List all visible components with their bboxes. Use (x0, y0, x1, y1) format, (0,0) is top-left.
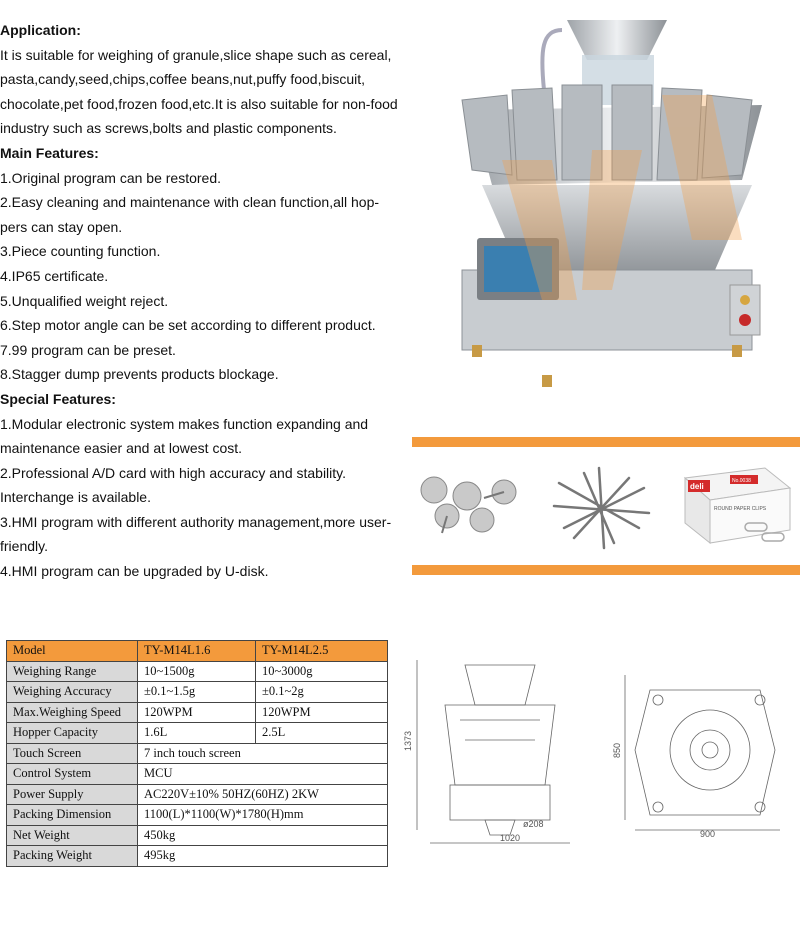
description-line: 6.Step motor angle can be set according to different product. (0, 317, 376, 334)
description-line: chocolate,pet food,frozen food,etc.It is also suitable for non-food (0, 95, 398, 112)
description-line: 3.Piece counting function. (0, 243, 161, 260)
description-line: maintenance easier and at lowest cost. (0, 440, 243, 457)
description-line: 1.Modular electronic system makes function expanding and (0, 415, 369, 432)
table-label-cell: Net Weight (7, 825, 138, 846)
table-cell: 1.6L (138, 723, 256, 744)
table-cell: 2.5L (256, 723, 388, 744)
orange-divider-bottom (412, 565, 800, 575)
table-label-cell: Touch Screen (7, 743, 138, 764)
table-row (7, 846, 388, 867)
description-line: friendly. (0, 538, 48, 555)
description-line: 4.HMI program can be upgraded by U-disk. (0, 563, 269, 580)
table-row (7, 702, 388, 723)
top-view-drawing (600, 625, 800, 855)
description-line: 1.Original program can be restored. (0, 169, 221, 186)
table-cell: TY-M14L1.6 (138, 641, 256, 662)
description-line: 3.HMI program with different authority management,more user- (0, 513, 392, 530)
table-label-cell: Model (7, 641, 138, 662)
top-width-dim: 900 (700, 829, 716, 839)
spec-table (6, 640, 388, 867)
description-line: 2.Easy cleaning and maintenance with clean function,all hop- (0, 194, 380, 211)
thumbtacks-photo (412, 458, 527, 558)
multihead-weigher-photo (412, 0, 800, 440)
table-label-cell: Packing Dimension (7, 805, 138, 826)
table-cell: MCU (138, 764, 388, 785)
front-width-dim: 1020 (500, 833, 521, 843)
table-cell: 120WPM (138, 702, 256, 723)
table-label-cell: Weighing Accuracy (7, 682, 138, 703)
orange-divider-top (412, 437, 800, 447)
table-row (7, 723, 388, 744)
table-header-row (7, 641, 388, 662)
description-line: It is suitable for weighing of granule,slice shape such as cereal, (0, 46, 392, 63)
table-cell: ±0.1~2g (256, 682, 388, 703)
section-heading: Application: (0, 22, 81, 38)
table-row (7, 682, 388, 703)
table-cell: ±0.1~1.5g (138, 682, 256, 703)
table-cell: 450kg (138, 825, 388, 846)
front-height-dim: 1373 (403, 730, 413, 751)
table-cell: AC220V±10% 50HZ(60HZ) 2KW (138, 784, 388, 805)
description-line: 4.IP65 certificate. (0, 267, 109, 284)
table-row (7, 784, 388, 805)
section-heading: Special Features: (0, 390, 116, 407)
description-line: industry such as screws,bolts and plastic components. (0, 120, 337, 137)
description-line: 5.Unqualified weight reject. (0, 292, 169, 309)
table-label-cell: Packing Weight (7, 846, 138, 867)
front-view-drawing (405, 625, 595, 855)
table-row (7, 743, 388, 764)
table-label-cell: Control System (7, 764, 138, 785)
table-cell: 495kg (138, 846, 388, 867)
table-label-cell: Max.Weighing Speed (7, 702, 138, 723)
table-label-cell: Weighing Range (7, 661, 138, 682)
table-cell: 10~3000g (256, 661, 388, 682)
section-heading: Main Features: (0, 144, 99, 161)
table-label-cell: Hopper Capacity (7, 723, 138, 744)
description-line: pasta,candy,seed,chips,coffee beans,nut,puffy food,biscuit, (0, 71, 366, 88)
front-outlet-dim: ø208 (523, 819, 544, 829)
table-cell: 1100(L)*1100(W)*1780(H)mm (138, 805, 388, 826)
description-line: 7.99 program can be preset. (0, 341, 176, 358)
table-label-cell: Power Supply (7, 784, 138, 805)
description-block (0, 18, 405, 584)
description-line: pers can stay open. (0, 218, 123, 235)
table-cell: 7 inch touch screen (138, 743, 388, 764)
description-line: Interchange is available. (0, 489, 151, 506)
product-examples (412, 458, 800, 558)
table-row (7, 764, 388, 785)
paper-clips-brand: deli (690, 482, 704, 491)
paper-clips-box-photo (680, 458, 795, 558)
table-cell: 10~1500g (138, 661, 256, 682)
table-cell: 120WPM (256, 702, 388, 723)
table-row (7, 825, 388, 846)
table-row (7, 661, 388, 682)
nails-photo (544, 458, 659, 558)
table-cell: TY-M14L2.5 (256, 641, 388, 662)
description-line: 8.Stagger dump prevents products blockage. (0, 366, 279, 383)
paper-clips-code: No.0038 (732, 478, 751, 484)
table-row (7, 805, 388, 826)
top-depth-dim: 850 (612, 742, 622, 758)
paper-clips-box-label: ROUND PAPER CLIPS (714, 506, 767, 512)
description-line: 2.Professional A/D card with high accuracy and stability. (0, 464, 347, 481)
